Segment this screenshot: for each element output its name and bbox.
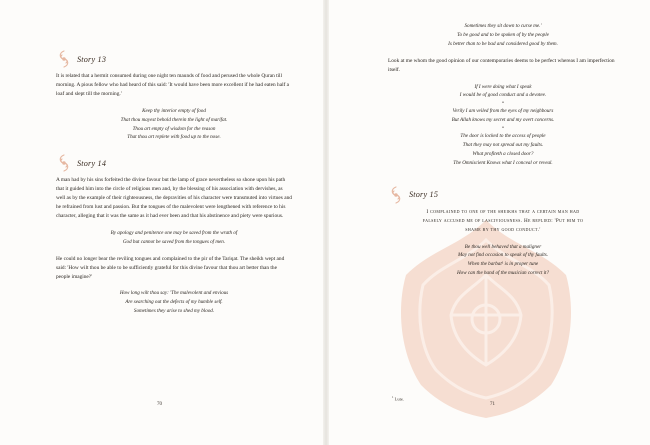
verse-line: Is better than to be bad and considered good by them. [448,40,558,47]
verse-line: That thou mayest behold therein the light of marifat. [120,116,228,123]
smallcaps-line: I complained to one of the sheikhs that a certain man had [426,208,580,215]
verse-line: What profiteth a closed door? [472,150,534,157]
right-prose-1: Look at me whom the good opinion of our contemporaries deems to be perfect whereas I am imperfection itself. [388,57,615,73]
verse-line: That they may not spread out my faults. [462,142,544,149]
verse-line: Sometimes they arise to shed my blood. [133,308,215,315]
footnote [392,395,404,402]
verse-line: Keep thy interior empty of food [142,107,206,114]
verse-line: That thou art replete with food up to the nose. [127,134,221,141]
verse-line: Are searching out the defects of my humble self. [125,299,223,306]
smallcaps-line: falsely accused me of lasciviousness. He replied: 'Put him to [422,217,584,224]
story-13-verse [56,107,292,143]
verse-line: To be good and to be spoken of by the people [457,31,549,38]
verse-line: How can the hand of the musician correct it? [456,270,550,277]
story-15-smallcaps-prose [388,208,618,235]
verse-line: How long wilt thou say: 'The malevolent and envious [119,290,229,297]
story-14-prose-1: A man had by his sins forfeited the divine favour but the lamp of grace nevertheless so shone upon his path that it guided him into the circle of religious men and, by the blessing of his association with dervishes, as well as by the example of their righteousness, the depravities of his character were transmuted into virtues and he refrained from lust and passion. But the tongues of the malevolent were lengthened with reference to his character, alleging that it was the same as it had ever been and that his abstinence and piety were spurious. [56,177,292,219]
page-number-left: 70 [157,402,162,407]
flourish-ornament-icon [56,154,72,172]
story-14-heading [56,154,292,172]
story-14-verse-1 [56,229,292,247]
verse-line: But Allah knows my secret and my overt concerns. [451,117,555,124]
verse-line: Sometimes they sit down to curse me.' [464,23,542,29]
story-15-title: Story 15 [409,190,439,200]
footnote-mark: 1 [392,394,394,399]
verse-line: Be thou well behaved that a maligner [464,243,542,250]
story-14-prose-2: He could no longer bear the reviling tongues and complained to the pir of the Tariqat. The sheikh wept and said: 'How wilt thou be able to be sufficiently grateful for this divine favour that thou art better than the people imagine?' [56,255,285,280]
story-15-heading [388,186,618,204]
left-page [0,0,323,445]
smallcaps-line: shame by thy good conduct.' [465,226,541,233]
right-page [329,0,650,445]
verse-group [388,83,618,168]
footnote-text: Lute. [394,396,404,401]
verse-line: God but cannot be saved from the tongues of men. [122,238,226,245]
verse-top [388,22,618,49]
story-14-title: Story 14 [77,158,107,168]
verse-line: The Omniscient Knows what I conceal or reveal. [453,159,553,166]
flourish-ornament-icon [56,50,72,68]
story-15-verse [388,243,618,279]
story-13-prose: It is related that a hermit consumed during one night ten maunds of food and perused the whole Quran till morning. A pious fellow who had heard of this said: 'It would have been more excellent if he had eaten half a loaf and slept till the morning.' [56,73,290,97]
verse-line: I would be of good conduct and a devotee. [459,92,547,99]
flourish-ornament-icon [388,186,404,204]
verse-line: When the barbat¹ is in proper tune [467,261,539,268]
story-13-heading [56,50,292,68]
story-14-verse-2 [56,289,292,316]
verse-separator: • [502,126,504,132]
story-13-title: Story 13 [77,54,107,64]
verse-line: Verily I am veiled from the eyes of my neighbours [452,108,554,115]
left-page-content [56,50,292,324]
right-page-content [388,22,618,286]
verse-line: If I were doing what I speak [474,83,532,90]
verse-line: By apology and penitence one may be saved from the wrath of [110,229,238,236]
page-number-right: 71 [490,402,495,407]
verse-line: The door is locked to the access of people [460,133,546,140]
verse-line: Thou art empty of wisdom for the reason [132,125,216,132]
verse-separator: • [502,101,504,107]
verse-line: May not find occasion to speak of thy faults. [457,252,549,259]
